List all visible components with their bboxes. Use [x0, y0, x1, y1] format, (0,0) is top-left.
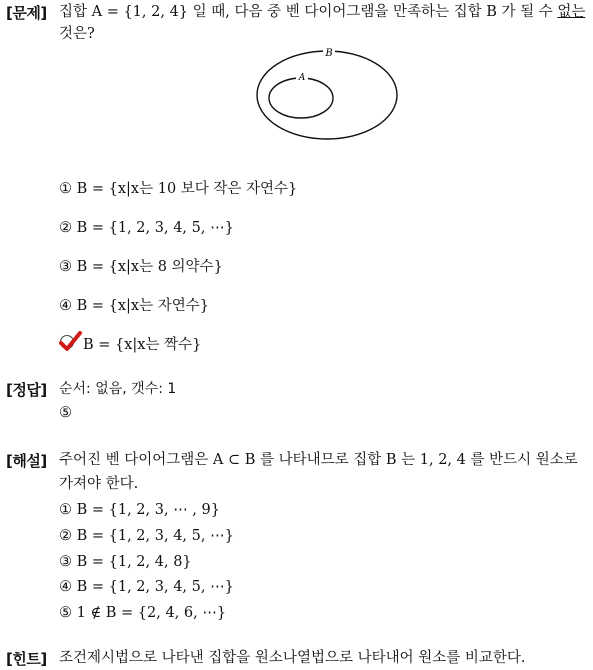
- set-a-label: A: [298, 73, 306, 83]
- answer-label: [정답]: [6, 381, 47, 399]
- checkmark-icon: [59, 331, 83, 353]
- explanation-line-2: 가져야 한다.: [59, 476, 139, 492]
- option-5: B = {x|x는 짝수}: [83, 337, 202, 353]
- question-line-1: [59, 0, 585, 24]
- explanation-item-1: ① B = {1, 2, 3, ⋯ , 9}: [59, 502, 220, 518]
- set-a-ellipse: [269, 78, 333, 118]
- explanation-label: [해설]: [6, 452, 47, 470]
- explanation-item-2: ② B = {1, 2, 3, 4, 5, ⋯}: [59, 528, 234, 544]
- explanation-item-4: ④ B = {1, 2, 3, 4, 5, ⋯}: [59, 579, 234, 595]
- venn-diagram: [250, 45, 410, 145]
- explanation-item-3: ③ B = {1, 2, 4, 8}: [59, 554, 192, 570]
- option-3: ③ B = {x|x는 8 의약수}: [59, 259, 223, 275]
- set-b-label: B: [325, 48, 333, 59]
- hint-text: 조건제시법으로 나타낸 집합을 원소나열법으로 나타내어 원소를 비교한다.: [59, 650, 526, 666]
- option-1: ① B = {x|x는 10 보다 작은 자연수}: [59, 181, 298, 197]
- option-2: ② B = {1, 2, 3, 4, 5, ⋯}: [59, 220, 234, 236]
- question-text: 집합 A = {1, 2, 4} 일 때, 다음 중 벤 다이어그램을 만족하는 집합 B 가 될 수: [59, 4, 558, 20]
- answer-order-count: 순서: 없음, 갯수: 1: [59, 381, 177, 397]
- answer-choice: ⑤: [59, 405, 72, 421]
- question-line-2: 것은?: [59, 26, 95, 42]
- explanation-item-5: ⑤ 1 ∉ B = {2, 4, 6, ⋯}: [59, 605, 227, 621]
- explanation-line-1: 주어진 벤 다이어그램은 A ⊂ B 를 나타내므로 집합 B 는 1, 2, 4 를 반드시 원소로: [59, 452, 578, 468]
- hint-label: [힌트]: [6, 650, 47, 668]
- question-label: [문제]: [6, 4, 47, 22]
- option-4: ④ B = {x|x는 자연수}: [59, 298, 209, 314]
- question-emphasis: 없는: [557, 4, 586, 20]
- set-b-ellipse: [257, 51, 397, 139]
